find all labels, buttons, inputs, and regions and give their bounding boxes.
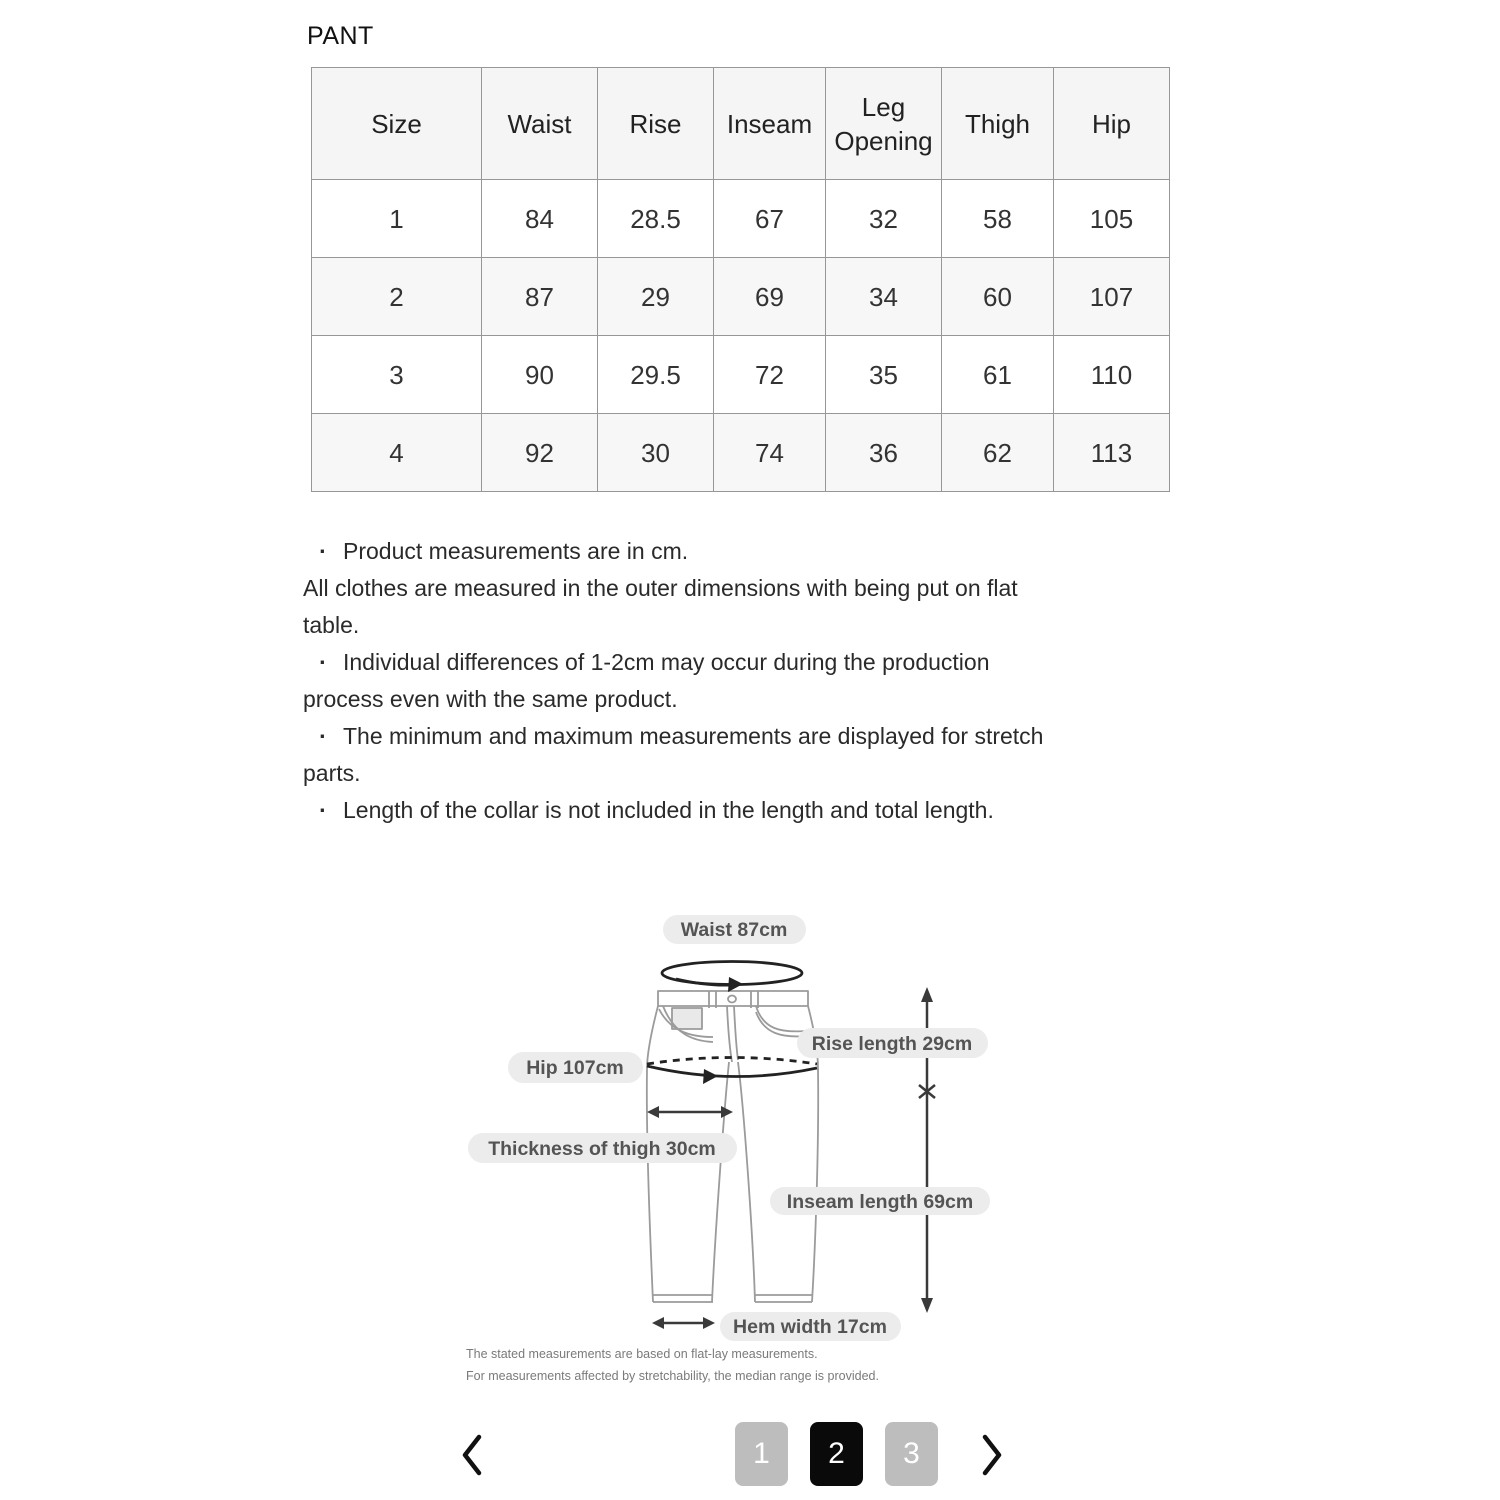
cell-hip: 105	[1054, 180, 1170, 258]
note-text: table.	[303, 612, 360, 638]
diagram-footnote: The stated measurements are based on flat-lay measurements.	[466, 1347, 818, 1361]
note-text: Individual differences of 1-2cm may occur during the production	[343, 649, 990, 675]
note-line	[303, 681, 1203, 718]
cell-waist: 84	[482, 180, 598, 258]
table-header-row	[312, 68, 1170, 180]
note-line	[303, 607, 1203, 644]
hip-label: Hip 107cm	[526, 1057, 624, 1079]
col-header-hip: Hip	[1054, 68, 1170, 180]
cell-size: 2	[312, 258, 482, 336]
cell-leg-opening: 35	[826, 336, 942, 414]
cell-size: 4	[312, 414, 482, 492]
note-line	[303, 644, 1203, 681]
measurement-notes	[303, 533, 1203, 829]
col-header-inseam: Inseam	[714, 68, 826, 180]
bullet: ·	[319, 538, 327, 564]
cell-rise: 29.5	[598, 336, 714, 414]
note-line	[303, 755, 1203, 792]
chevron-left-icon	[460, 1434, 484, 1476]
cell-thigh: 58	[942, 180, 1054, 258]
col-header-rise: Rise	[598, 68, 714, 180]
bullet: ·	[319, 649, 327, 675]
cell-hip: 110	[1054, 336, 1170, 414]
cell-inseam: 74	[714, 414, 826, 492]
cell-thigh: 60	[942, 258, 1054, 336]
table-row	[312, 258, 1170, 336]
note-line	[303, 570, 1203, 607]
size-chart-table	[311, 67, 1170, 492]
cell-inseam: 69	[714, 258, 826, 336]
note-line	[303, 718, 1203, 755]
cell-waist: 87	[482, 258, 598, 336]
cell-hip: 113	[1054, 414, 1170, 492]
note-text: process even with the same product.	[303, 686, 678, 712]
note-text: The minimum and maximum measurements are displayed for stretch	[343, 723, 1044, 749]
pants-measurement-diagram	[460, 905, 1010, 1405]
col-header-size: Size	[312, 68, 482, 180]
note-line	[303, 533, 1203, 570]
cell-waist: 92	[482, 414, 598, 492]
cell-thigh: 61	[942, 336, 1054, 414]
col-header-leg-opening: Leg Opening	[826, 68, 942, 180]
next-page-button[interactable]	[980, 1434, 1004, 1476]
cell-inseam: 67	[714, 180, 826, 258]
inseam-label: Inseam length 69cm	[786, 1191, 974, 1213]
chevron-right-icon	[980, 1434, 1004, 1476]
cell-leg-opening: 36	[826, 414, 942, 492]
page-button-2-active[interactable]: 2	[810, 1422, 863, 1486]
table-row	[312, 336, 1170, 414]
cell-rise: 30	[598, 414, 714, 492]
table-row	[312, 180, 1170, 258]
cell-rise: 29	[598, 258, 714, 336]
thigh-label: Thickness of thigh 30cm	[488, 1138, 716, 1160]
note-text: parts.	[303, 760, 361, 786]
note-text: All clothes are measured in the outer dimensions with being put on flat	[303, 575, 1018, 601]
prev-page-button[interactable]	[460, 1434, 484, 1476]
page-title: PANT	[307, 22, 374, 50]
note-line	[303, 792, 1203, 829]
cell-size: 1	[312, 180, 482, 258]
cell-leg-opening: 34	[826, 258, 942, 336]
cell-hip: 107	[1054, 258, 1170, 336]
diagram-footnote: For measurements affected by stretchability, the median range is provided.	[466, 1369, 879, 1383]
rise-label: Rise length 29cm	[811, 1033, 973, 1055]
pagination	[440, 1422, 1030, 1488]
note-text: Product measurements are in cm.	[343, 538, 689, 564]
bullet: ·	[319, 723, 327, 749]
page-button-1[interactable]: 1	[735, 1422, 788, 1486]
cell-thigh: 62	[942, 414, 1054, 492]
bullet: ·	[319, 797, 327, 823]
cell-inseam: 72	[714, 336, 826, 414]
table-row	[312, 414, 1170, 492]
col-header-waist: Waist	[482, 68, 598, 180]
waist-label: Waist 87cm	[680, 919, 788, 941]
col-header-thigh: Thigh	[942, 68, 1054, 180]
hem-label: Hem width 17cm	[733, 1316, 887, 1338]
cell-rise: 28.5	[598, 180, 714, 258]
cell-size: 3	[312, 336, 482, 414]
cell-leg-opening: 32	[826, 180, 942, 258]
cell-waist: 90	[482, 336, 598, 414]
note-text: Length of the collar is not included in the length and total length.	[343, 797, 994, 823]
page-button-3[interactable]: 3	[885, 1422, 938, 1486]
